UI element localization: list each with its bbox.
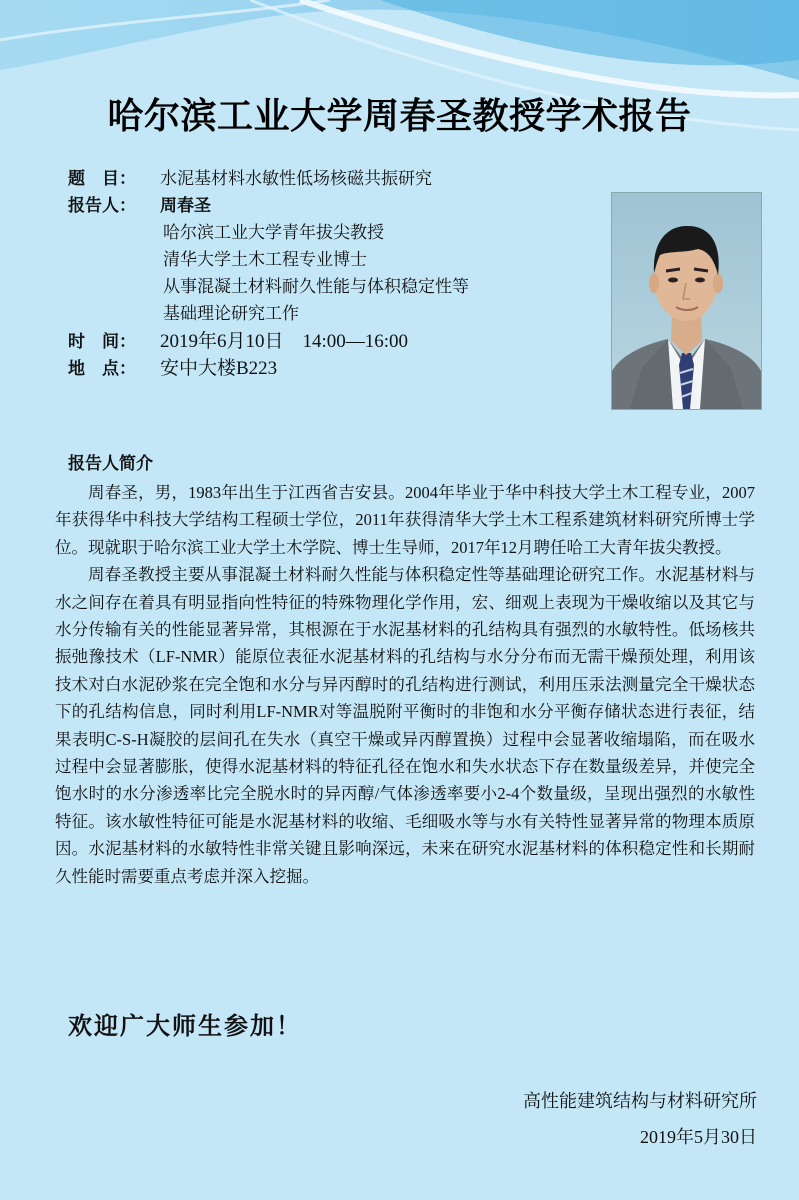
speaker-name: 周春圣 xyxy=(160,196,211,216)
time-value: 2019年6月10日 14:00—16:00 xyxy=(160,331,409,352)
speaker-line: 哈尔滨工业大学青年拔尖教授 xyxy=(163,223,384,243)
topic-label: 题 目： xyxy=(68,169,136,189)
place-label: 地 点： xyxy=(68,359,136,379)
speaker-line: 从事混凝土材料耐久性能与体积稳定性等 xyxy=(163,277,469,297)
time-row xyxy=(68,328,598,355)
footer xyxy=(523,1083,757,1155)
welcome-text: 欢迎广大师生参加！ xyxy=(68,1011,302,1040)
bio-heading: 报告人简介 xyxy=(68,454,153,474)
speaker-line: 基础理论研究工作 xyxy=(163,304,299,324)
speaker-line: 清华大学土木工程专业博士 xyxy=(163,250,367,270)
speaker-row xyxy=(68,193,598,220)
time-label: 时 间： xyxy=(68,332,136,352)
bio-text xyxy=(55,479,755,890)
speaker-photo xyxy=(611,192,762,410)
bio-paragraph: 周春圣，男，1983年出生于江西省吉安县。2004年毕业于华中科技大学土木工程专业，2007年获得华中科技大学结构工程硕士学位，2011年获得清华大学土木工程系建筑材料研究所博士学位。现就职于哈尔滨工业大学土木学院、博士生导师，2017年12月聘任哈工大青年拔尖教授。 xyxy=(55,483,755,557)
topic-row xyxy=(68,166,598,193)
place-row xyxy=(68,355,598,382)
page-title: 哈尔滨工业大学周春圣教授学术报告 xyxy=(107,96,692,137)
place-value: 安中大楼B223 xyxy=(160,358,278,379)
issue-date: 2019年5月30日 xyxy=(640,1127,757,1147)
speaker-label: 报告人： xyxy=(68,196,136,216)
topic-value: 水泥基材料水敏性低场核磁共振研究 xyxy=(160,169,432,189)
bio-paragraph: 周春圣教授主要从事混凝土材料耐久性能与体积稳定性等基础理论研究工作。水泥基材料与水之间存在着具有明显指向性特征的特殊物理化学作用，宏、细观上表现为干燥收缩以及其它与水分传输有关的性能显著异常，其根源在于水泥基材料的孔结构具有强烈的水敏特性。低场核共振弛豫技术（LF-NMR）能原位表征水泥基材料的孔结构与水分分布而无需干燥预处理，利用该技术对白水泥砂浆在完全饱和水分与异丙醇时的孔结构进行测试，利用压汞法测量完全干燥状态下的孔结构信息，同时利用LF-NMR对等温脱附平衡时的非饱和水分平衡存储状态进行表征，结果表明C-S-H凝胶的层间孔在失水（真空干燥或异丙醇置换）过程中会显著收缩塌陷，而在吸水过程中会显著膨胀，使得水泥基材料的特征孔径在饱水和失水状态下存在数量级差异，并使完全饱水时的水分渗透率比完全脱水时的异丙醇/气体渗透率要小2-4个数量级，呈现出强烈的水敏性特征。该水敏性特征可能是水泥基材料的收缩、毛细吸水等与水有关特性显著异常的物理本质原因。水泥基材料的水敏特性非常关键且影响深远，未来在研究水泥基材料的体积稳定性和长期耐久性能时需要重点考虑并深入挖掘。 xyxy=(55,565,755,886)
organizer-name: 高性能建筑结构与材料研究所 xyxy=(523,1091,757,1111)
event-info xyxy=(68,166,598,382)
